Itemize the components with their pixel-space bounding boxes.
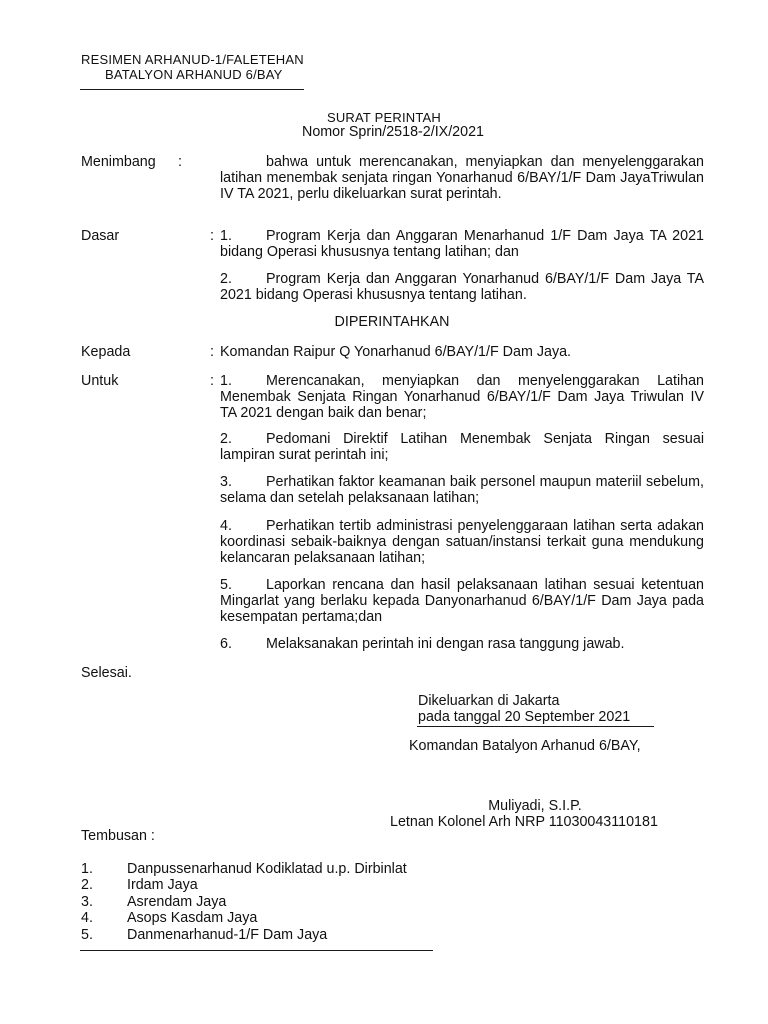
untuk-item-1 (220, 373, 704, 421)
letter-title: SURAT PERINTAH (326, 110, 442, 125)
tembusan-item-number: 4. (81, 910, 93, 926)
tembusan-item-number: 2. (81, 877, 93, 893)
untuk-item-number: 6. (220, 636, 232, 652)
untuk-item-number: 5. (220, 577, 232, 593)
untuk-item-number: 3. (220, 474, 232, 490)
tembusan-item-text: Irdam Jaya (127, 877, 198, 893)
letter-number: Nomor Sprin/2518-2/IX/2021 (302, 124, 484, 140)
dasar-item-number: 1. (220, 228, 232, 244)
kepada-label: Kepada (81, 344, 131, 360)
dasar-colon: : (210, 228, 214, 244)
untuk-item-3 (220, 474, 704, 506)
untuk-item-text: Pedomani Direktif Latihan Menembak Senjata Ringan sesuai lampiran surat perintah ini; (220, 431, 704, 463)
untuk-label: Untuk (81, 373, 119, 389)
dasar-item-number: 2. (220, 271, 232, 287)
dasar-item-text: Program Kerja dan Anggaran Menarhanud 1/F Dam Jaya TA 2021 bidang Operasi khususnya tentang latihan; dan (220, 228, 704, 260)
kepada-text: Komandan Raipur Q Yonarhanud 6/BAY/1/F Dam Jaya. (220, 344, 572, 360)
untuk-colon: : (210, 373, 214, 389)
tembusan-item-text: Danmenarhanud-1/F Dam Jaya (127, 927, 328, 943)
kepada-colon: : (210, 344, 214, 360)
menimbang-colon: : (178, 154, 182, 170)
issued-date: pada tanggal 20 September 2021 (418, 709, 631, 725)
untuk-item-text: Perhatikan faktor keamanan baik personel maupun materiil sebelum, selama dan setelah pelaksanaan latihan; (220, 474, 704, 506)
tembusan-underline (80, 950, 433, 951)
unit-line-1: RESIMEN ARHANUD-1/FALETEHAN (81, 52, 304, 67)
diperintahkan-heading: DIPERINTAHKAN (334, 314, 450, 330)
untuk-item-5 (220, 577, 704, 625)
unit-line-2: BATALYON ARHANUD 6/BAY (105, 67, 283, 82)
untuk-item-4 (220, 518, 704, 566)
untuk-item-number: 2. (220, 431, 232, 447)
untuk-item-text: Melaksanakan perintah ini dengan rasa tanggung jawab. (266, 636, 625, 652)
selesai-text: Selesai. (81, 665, 132, 681)
signatory-position: Komandan Batalyon Arhanud 6/BAY, (409, 738, 641, 754)
issued-place: Dikeluarkan di Jakarta (418, 693, 560, 709)
untuk-item-6 (220, 636, 704, 652)
tembusan-item-number: 1. (81, 861, 93, 877)
dasar-item-2 (220, 271, 704, 303)
menimbang-label: Menimbang (81, 154, 156, 170)
untuk-item-number: 4. (220, 518, 232, 534)
tembusan-item-number: 5. (81, 927, 93, 943)
tembusan-item-text: Asrendam Jaya (127, 894, 227, 910)
dasar-item-text: Program Kerja dan Anggaran Yonarhanud 6/BAY/1/F Dam Jaya TA 2021 bidang Operasi khususnya tentang latihan. (220, 271, 704, 303)
tembusan-label: Tembusan : (81, 828, 155, 844)
untuk-item-text: Perhatikan tertib administrasi penyelenggaraan latihan serta adakan koordinasi sebaik-baiknya dengan satuan/instansi terkait guna mendukung kelancaran pelaksanaan latihan; (220, 518, 704, 566)
untuk-item-text: Laporkan rencana dan hasil pelaksanaan latihan sesuai ketentuan Mingarlat yang berlaku kepada Danyonarhanud 6/BAY/1/F Dam Jaya pada kesempatan pertama;dan (220, 577, 704, 625)
signatory-rank-nrp: Letnan Kolonel Arh NRP 11030043110181 (390, 814, 658, 830)
tembusan-item-number: 3. (81, 894, 93, 910)
signatory-name: Muliyadi, S.I.P. (488, 798, 582, 814)
untuk-item-number: 1. (220, 373, 232, 389)
tembusan-item-text: Danpussenarhanud Kodiklatad u.p. Dirbinlat (127, 861, 407, 877)
tembusan-item-text: Asops Kasdam Jaya (127, 910, 258, 926)
header-underline (80, 89, 304, 90)
untuk-item-2 (220, 431, 704, 463)
dasar-label: Dasar (81, 228, 120, 244)
untuk-item-text: Merencanakan, menyiapkan dan menyelenggarakan Latihan Menembak Senjata Ringan Yonarhanud 6/BAY/1/F Dam Jaya Triwulan IV TA 2021 dengan baik dan benar; (220, 373, 704, 421)
issued-underline (417, 726, 654, 727)
dasar-item-1 (220, 228, 704, 260)
menimbang-text: bahwa untuk merencanakan, menyiapkan dan menyelenggarakan latihan menembak senjata ringan Yonarhanud 6/BAY/1/F Dam JayaTriwulan IV TA 2021, perlu dikeluarkan surat perintah. (220, 154, 704, 202)
